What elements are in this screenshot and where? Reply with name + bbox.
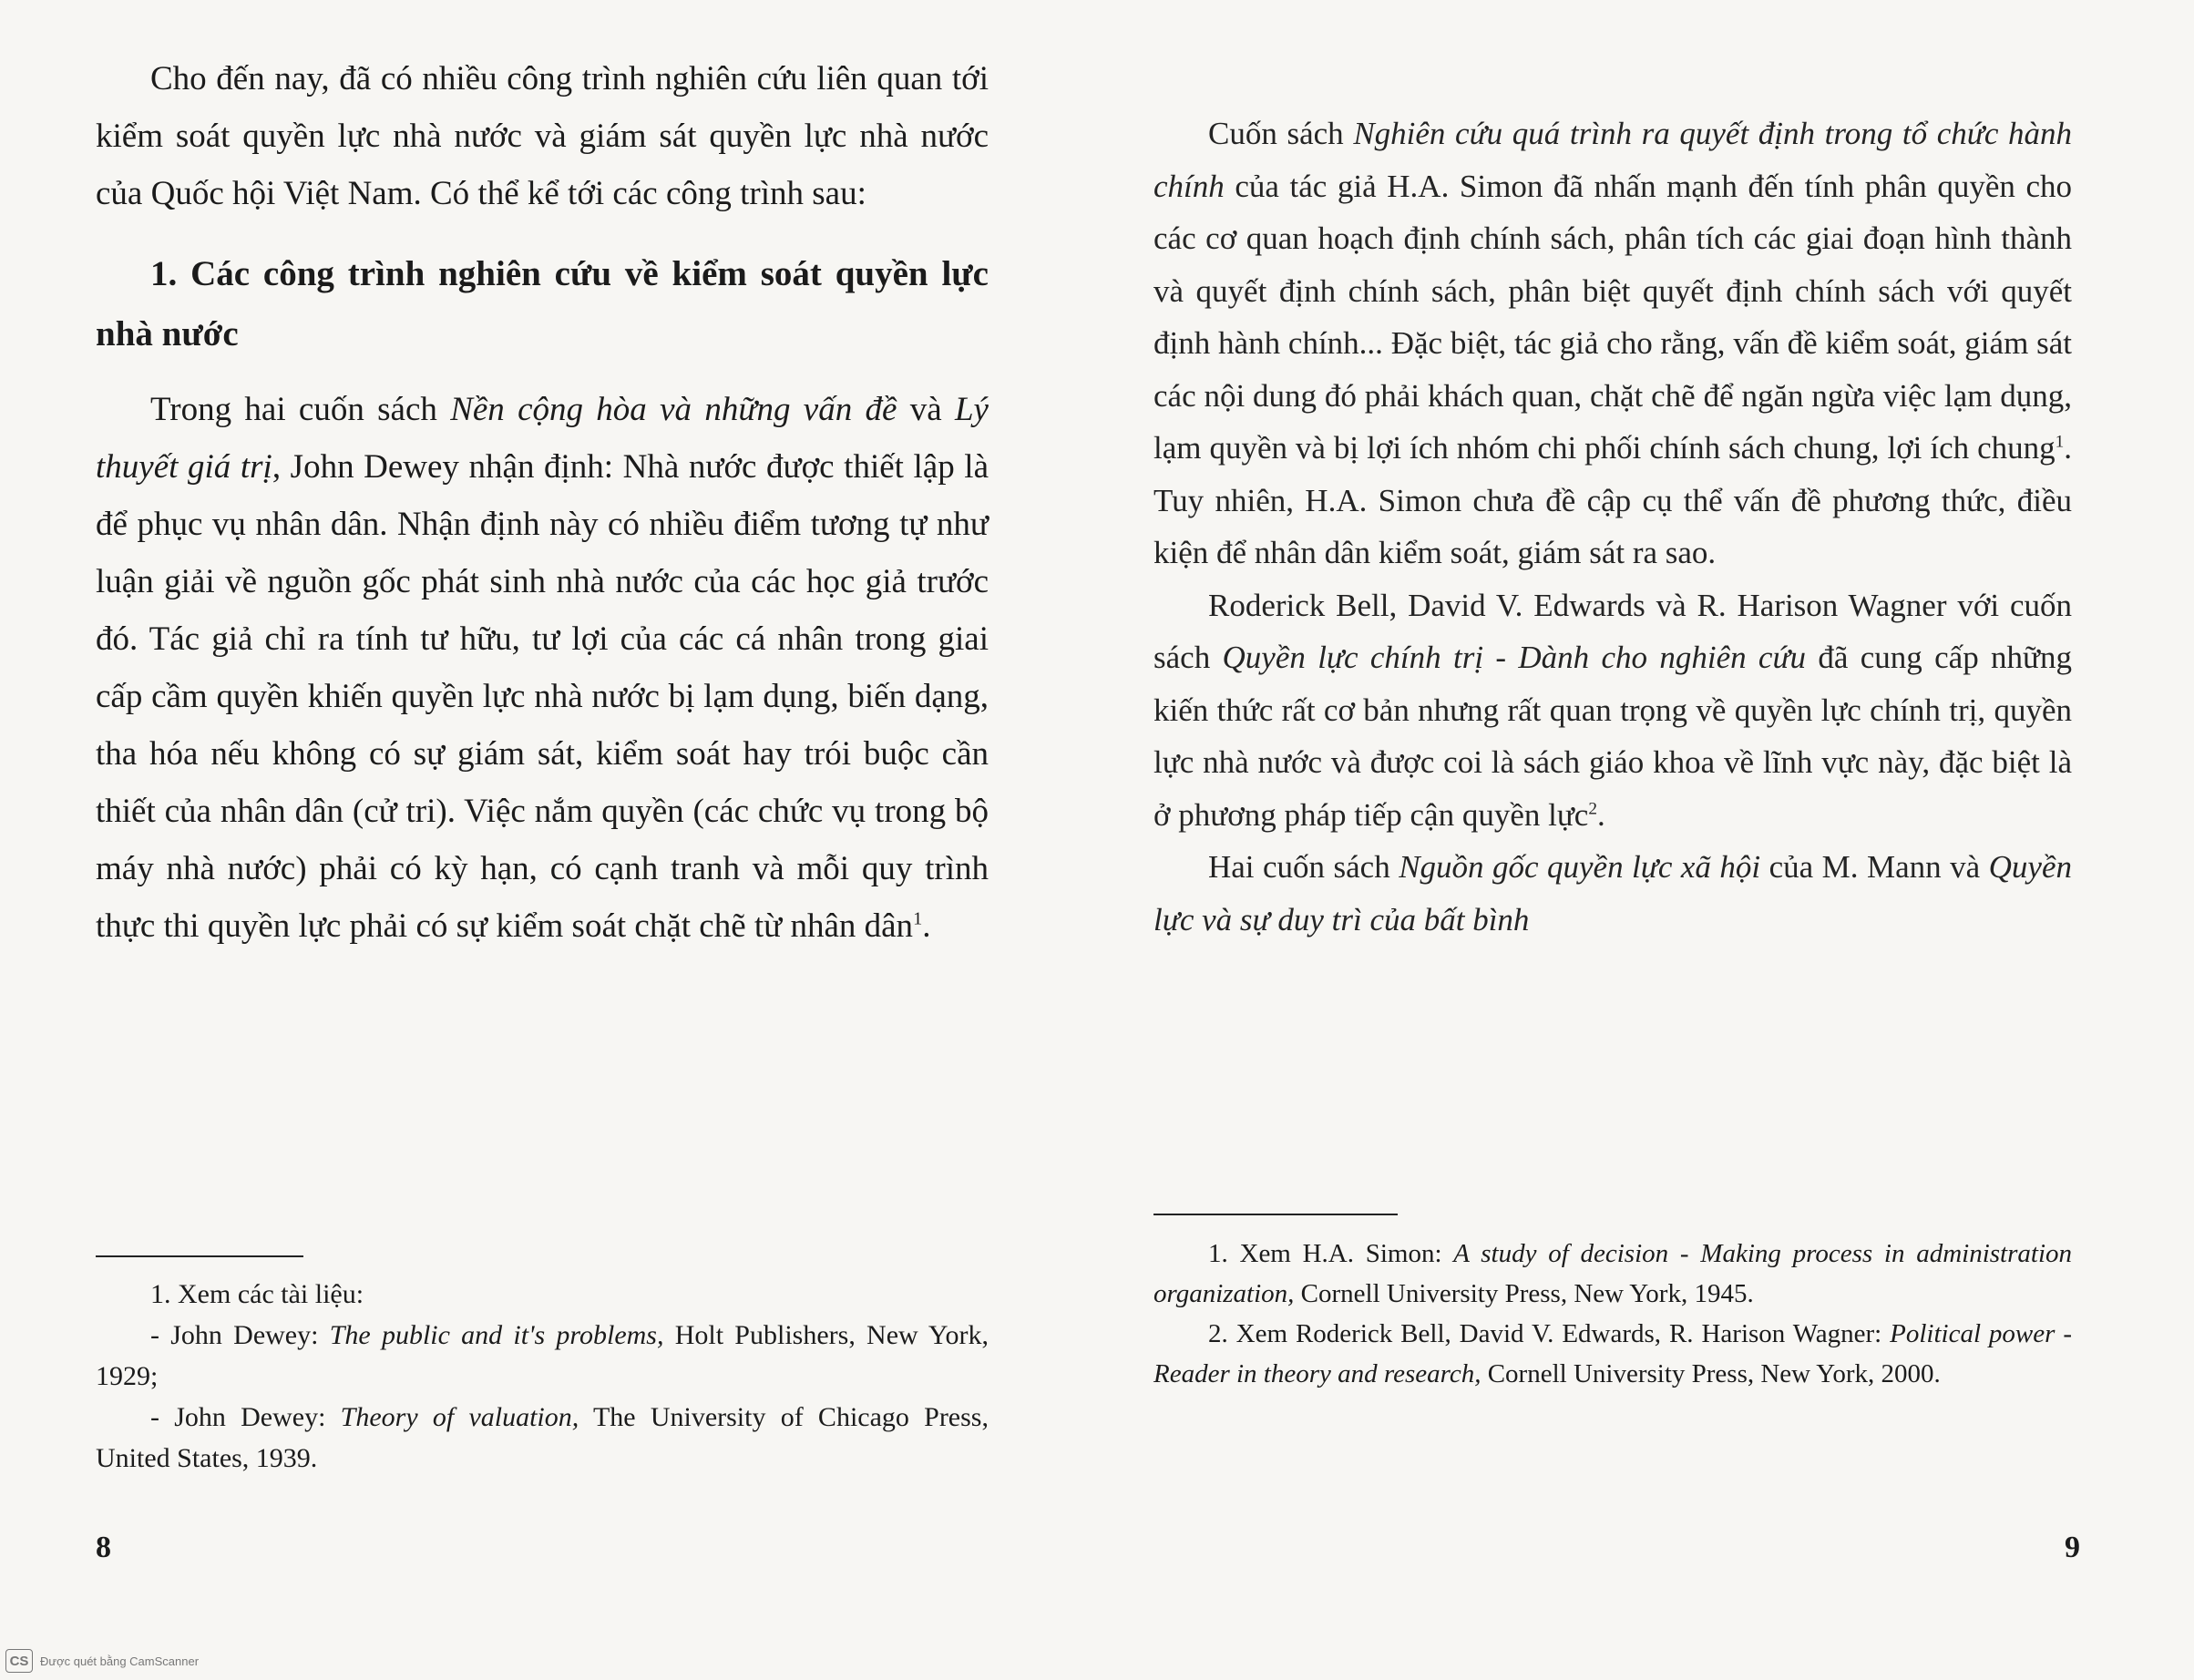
right-footnotes [1153, 1234, 2072, 1394]
book-title: Nghiên cứu quá trình ra quyết định trong tổ chức hành chính [1153, 116, 2072, 204]
watermark-text: Được quét bằng CamScanner [40, 1654, 200, 1668]
footnote-separator [96, 1255, 303, 1257]
text-run: Cuốn sách [1208, 116, 1354, 151]
right-page-body [1153, 108, 2072, 946]
text-run: 2. Xem Roderick Bell, David V. Edwards, R. Harison Wagner: [1208, 1319, 1891, 1348]
page-number: 9 [2065, 1531, 2080, 1564]
text-run: và [897, 391, 955, 428]
text-run: Cornell University Press, New York, 2000. [1481, 1359, 1941, 1388]
text-run: của tác giả H.A. Simon đã nhấn mạnh đến tính phân quyền cho các cơ quan hoạch định chính sách, phân tích các giai đoạn hình thành và quyết định chính sách, phân biệt quyết định chính sách với quyết định hành chính... Đặc biệt, tác giả cho rằng, vấn đề kiểm soát, giám sát các nội dung đó phải khách quan, chặt chẽ để ngăn ngừa việc lạm dụng, lạm quyền và bị lợi ích nhóm chi phối chính sách chung, lợi ích chung [1153, 168, 2072, 466]
left-page-body [96, 50, 989, 955]
footnote [96, 1315, 989, 1397]
book-title: Quyền lực chính trị - Dành cho nghiên cứu [1222, 640, 1807, 675]
text-run: , John Dewey nhận định: Nhà nước được thiết lập là để phục vụ nhân dân. Nhận định này có nhiều điểm tương tự như luận giải về nguồn gốc phát sinh nhà nước của các học giả trước đó. Tác giả chỉ ra tính tư hữu, tư lợi của các cá nhân trong giai cấp cầm quyền khiến quyền lực nhà nước bị lạm dụng, biến dạng, tha hóa nếu không có sự giám sát, kiểm soát hay trói buộc cần thiết của nhân dân (cử tri). Việc nắm quyền (các chức vụ trong bộ máy nhà nước) phải có kỳ hạn, có cạnh tranh và mỗi quy trình thực thi quyền lực phải có sự kiểm soát chặt chẽ từ nhân dân [96, 448, 989, 945]
text-run: - John Dewey: [150, 1320, 330, 1350]
book-title: The public and it's problems, [329, 1320, 664, 1350]
footnote [1153, 1234, 2072, 1314]
text-run: . [1596, 796, 1605, 833]
bell-paragraph [1153, 579, 2072, 842]
footnote-ref: 1 [913, 908, 923, 929]
text-run: của M. Mann và [1760, 849, 1989, 885]
page-number: 8 [96, 1531, 111, 1564]
section-heading: 1. Các công trình nghiên cứu về kiểm soát quyền lực nhà nước [96, 254, 989, 353]
text-run: Roderick Bell, David V. Edwards và R. Harison Wagner với cuốn sách [1153, 587, 2072, 675]
text-run: - John Dewey: [150, 1402, 341, 1432]
camscanner-logo-icon: CS [5, 1649, 33, 1673]
dewey-paragraph [96, 381, 989, 955]
text-run: The University of Chicago Press, United States, 1939. [96, 1402, 989, 1473]
book-title: Nguồn gốc quyền lực xã hội [1399, 849, 1761, 885]
text-run: Trong hai cuốn sách [150, 391, 451, 428]
text-run: . Tuy nhiên, H.A. Simon chưa đề cập cụ thể vấn đề phương thức, điều kiện để nhân dân kiểm soát, giám sát ra sao. [1153, 430, 2072, 570]
intro-paragraph: Cho đến nay, đã có nhiều công trình nghiên cứu liên quan tới kiểm soát quyền lực nhà nước và giám sát quyền lực nhà nước của Quốc hội Việt Nam. Có thể kể tới các công trình sau: [96, 60, 989, 212]
book-title: Lý thuyết giá trị [96, 391, 989, 486]
book-title: Political power - Reader in theory and research, [1153, 1319, 2072, 1388]
text-run: Holt Publishers, New York, 1929; [96, 1320, 989, 1391]
footnote [96, 1397, 989, 1479]
text-run: Hai cuốn sách [1208, 849, 1399, 885]
right-page [1097, 0, 2194, 1680]
footnote [1153, 1314, 2072, 1394]
footnote-separator [1153, 1214, 1398, 1215]
book-title: Quyền lực và sự duy trì của bất bình [1153, 849, 2072, 937]
footnote: 1. Xem các tài liệu: [150, 1279, 364, 1309]
text-run: 1. Xem H.A. Simon: [1208, 1239, 1454, 1268]
simon-paragraph [1153, 108, 2072, 579]
book-title: Theory of valuation, [340, 1402, 579, 1432]
mann-paragraph [1153, 841, 2072, 946]
book-title: A study of decision - Making process in administration organization, [1153, 1239, 2072, 1308]
footnote-ref: 1 [2055, 432, 2065, 452]
left-footnotes [96, 1274, 989, 1479]
text-run: . [922, 907, 931, 945]
footnote-ref: 2 [1588, 798, 1597, 818]
book-title: Nền cộng hòa và những vấn đề [450, 391, 897, 428]
text-run: đã cung cấp những kiến thức rất cơ bản nhưng rất quan trọng về quyền lực chính trị, quyền lực nhà nước và được coi là sách giáo khoa về lĩnh vực này, đặc biệt là ở phương pháp tiếp cận quyền lực [1153, 640, 2072, 833]
text-run: Cornell University Press, New York, 1945. [1294, 1279, 1754, 1308]
camscanner-watermark [5, 1649, 199, 1673]
